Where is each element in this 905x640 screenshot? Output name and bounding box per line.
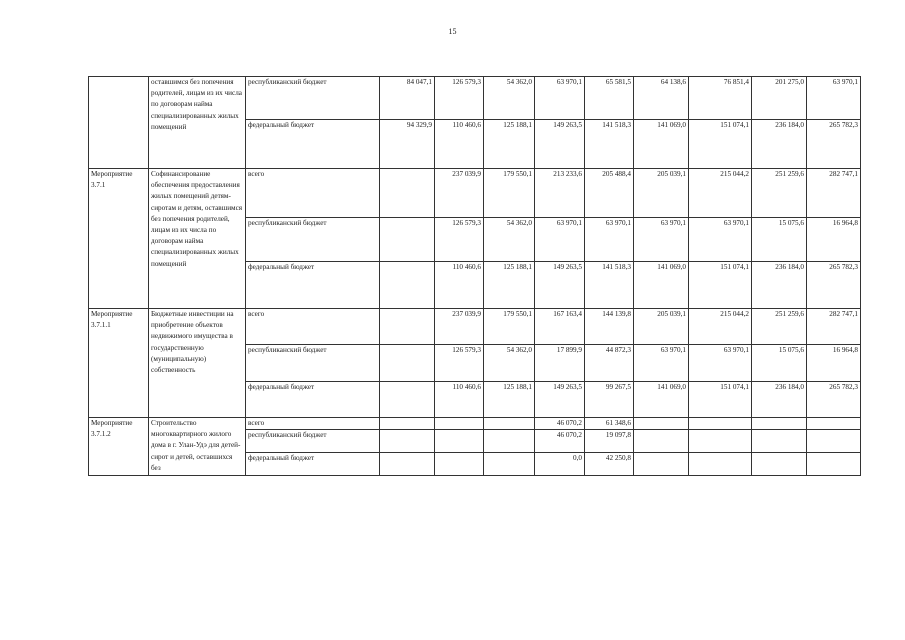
amount-cell xyxy=(435,453,484,476)
amount-cell: 94 329,9 xyxy=(380,120,435,169)
amount-cell: 265 782,3 xyxy=(807,382,861,418)
amount-cell: 141 518,3 xyxy=(585,262,634,309)
amount-cell: 46 070,2 xyxy=(535,418,585,430)
funding-source-cell: республиканский бюджет xyxy=(246,77,380,120)
funding-source-cell: федеральный бюджет xyxy=(246,382,380,418)
amount-cell xyxy=(380,382,435,418)
amount-cell: 236 184,0 xyxy=(752,262,807,309)
amount-cell: 282 747,1 xyxy=(807,309,861,345)
amount-cell: 54 362,0 xyxy=(484,77,535,120)
amount-cell: 141 069,0 xyxy=(634,262,689,309)
amount-cell: 125 188,1 xyxy=(484,382,535,418)
amount-cell: 63 970,1 xyxy=(634,345,689,382)
amount-cell: 63 970,1 xyxy=(535,77,585,120)
amount-cell xyxy=(634,453,689,476)
amount-cell: 84 047,1 xyxy=(380,77,435,120)
amount-cell: 149 263,5 xyxy=(535,120,585,169)
amount-cell: 63 970,1 xyxy=(807,77,861,120)
amount-cell xyxy=(380,262,435,309)
table-row xyxy=(89,309,861,345)
amount-cell: 126 579,3 xyxy=(435,345,484,382)
table-row xyxy=(89,418,861,430)
amount-cell xyxy=(807,418,861,430)
amount-cell: 110 460,6 xyxy=(435,262,484,309)
measure-name-cell: Бюджетные инвестиции на приобретение объектов недвижимого имущества в государственную (муниципальную) собственность xyxy=(149,309,246,418)
amount-cell xyxy=(380,218,435,262)
amount-cell: 126 579,3 xyxy=(435,218,484,262)
amount-cell: 63 970,1 xyxy=(634,218,689,262)
amount-cell: 54 362,0 xyxy=(484,345,535,382)
amount-cell xyxy=(807,430,861,453)
measure-code-cell: Мероприятие 3.7.1.2 xyxy=(89,418,149,476)
funding-source-cell: федеральный бюджет xyxy=(246,262,380,309)
amount-cell: 19 097,8 xyxy=(585,430,634,453)
amount-cell: 110 460,6 xyxy=(435,382,484,418)
amount-cell: 63 970,1 xyxy=(689,345,752,382)
amount-cell: 265 782,3 xyxy=(807,120,861,169)
amount-cell: 44 872,3 xyxy=(585,345,634,382)
amount-cell: 215 044,2 xyxy=(689,309,752,345)
amount-cell: 126 579,3 xyxy=(435,77,484,120)
amount-cell xyxy=(634,418,689,430)
amount-cell: 141 069,0 xyxy=(634,382,689,418)
measure-name-cell: оставшимся без попечения родителей, лицам из их числа по договорам найма специализированных жилых помещений xyxy=(149,77,246,169)
amount-cell xyxy=(380,453,435,476)
amount-cell: 201 275,0 xyxy=(752,77,807,120)
measure-code-cell: Мероприятие 3.7.1 xyxy=(89,169,149,309)
amount-cell: 76 851,4 xyxy=(689,77,752,120)
budget-table xyxy=(88,76,861,476)
table-body xyxy=(89,77,861,476)
page-number: 15 xyxy=(448,27,457,36)
amount-cell: 205 488,4 xyxy=(585,169,634,218)
measure-name-cell: Строительство многоквартирного жилого дома в г. Улан-Удэ для детей-сирот и детей, оставшихся без xyxy=(149,418,246,476)
amount-cell xyxy=(380,169,435,218)
amount-cell: 15 075,6 xyxy=(752,345,807,382)
amount-cell: 205 039,1 xyxy=(634,309,689,345)
funding-source-cell: федеральный бюджет xyxy=(246,453,380,476)
amount-cell xyxy=(435,418,484,430)
funding-source-cell: республиканский бюджет xyxy=(246,218,380,262)
amount-cell: 215 044,2 xyxy=(689,169,752,218)
table-row xyxy=(89,77,861,120)
amount-cell: 16 964,8 xyxy=(807,345,861,382)
funding-source-cell: федеральный бюджет xyxy=(246,120,380,169)
amount-cell: 265 782,3 xyxy=(807,262,861,309)
amount-cell xyxy=(484,418,535,430)
amount-cell xyxy=(752,418,807,430)
amount-cell: 251 259,6 xyxy=(752,169,807,218)
funding-source-cell: республиканский бюджет xyxy=(246,430,380,453)
amount-cell: 63 970,1 xyxy=(585,218,634,262)
amount-cell: 213 233,6 xyxy=(535,169,585,218)
amount-cell xyxy=(752,430,807,453)
amount-cell: 179 550,1 xyxy=(484,169,535,218)
amount-cell: 167 163,4 xyxy=(535,309,585,345)
amount-cell: 16 964,8 xyxy=(807,218,861,262)
amount-cell: 125 188,1 xyxy=(484,120,535,169)
amount-cell: 251 259,6 xyxy=(752,309,807,345)
amount-cell xyxy=(634,430,689,453)
amount-cell: 282 747,1 xyxy=(807,169,861,218)
table-row xyxy=(89,169,861,218)
amount-cell: 151 074,1 xyxy=(689,262,752,309)
amount-cell: 63 970,1 xyxy=(689,218,752,262)
amount-cell: 236 184,0 xyxy=(752,120,807,169)
funding-source-cell: всего xyxy=(246,169,380,218)
amount-cell: 141 518,3 xyxy=(585,120,634,169)
amount-cell: 125 188,1 xyxy=(484,262,535,309)
amount-cell: 179 550,1 xyxy=(484,309,535,345)
amount-cell xyxy=(484,430,535,453)
amount-cell: 149 263,5 xyxy=(535,382,585,418)
amount-cell: 15 075,6 xyxy=(752,218,807,262)
amount-cell xyxy=(752,453,807,476)
amount-cell xyxy=(689,453,752,476)
amount-cell: 17 899,9 xyxy=(535,345,585,382)
funding-source-cell: республиканский бюджет xyxy=(246,345,380,382)
measure-code-cell xyxy=(89,77,149,169)
amount-cell: 110 460,6 xyxy=(435,120,484,169)
amount-cell xyxy=(435,430,484,453)
measure-code-cell: Мероприятие 3.7.1.1 xyxy=(89,309,149,418)
amount-cell xyxy=(689,430,752,453)
amount-cell: 64 138,6 xyxy=(634,77,689,120)
amount-cell: 237 039,9 xyxy=(435,309,484,345)
amount-cell: 151 074,1 xyxy=(689,382,752,418)
amount-cell xyxy=(689,418,752,430)
amount-cell: 149 263,5 xyxy=(535,262,585,309)
amount-cell xyxy=(380,345,435,382)
funding-source-cell: всего xyxy=(246,418,380,430)
funding-source-cell: всего xyxy=(246,309,380,345)
amount-cell: 0,0 xyxy=(535,453,585,476)
amount-cell xyxy=(807,453,861,476)
amount-cell: 46 070,2 xyxy=(535,430,585,453)
amount-cell: 237 039,9 xyxy=(435,169,484,218)
amount-cell: 63 970,1 xyxy=(535,218,585,262)
amount-cell: 65 581,5 xyxy=(585,77,634,120)
amount-cell: 42 250,8 xyxy=(585,453,634,476)
amount-cell: 144 139,8 xyxy=(585,309,634,345)
amount-cell xyxy=(484,453,535,476)
measure-name-cell: Софинансирование обеспечения предоставления жилых помещений детям-сиротам и детям, оставшимся без попечения родителей, лицам из их числа по договорам найма специализированных жилых помещений xyxy=(149,169,246,309)
amount-cell xyxy=(380,418,435,430)
amount-cell: 151 074,1 xyxy=(689,120,752,169)
amount-cell xyxy=(380,309,435,345)
amount-cell xyxy=(380,430,435,453)
amount-cell: 54 362,0 xyxy=(484,218,535,262)
amount-cell: 205 039,1 xyxy=(634,169,689,218)
amount-cell: 236 184,0 xyxy=(752,382,807,418)
amount-cell: 61 348,6 xyxy=(585,418,634,430)
amount-cell: 141 069,0 xyxy=(634,120,689,169)
amount-cell: 99 267,5 xyxy=(585,382,634,418)
